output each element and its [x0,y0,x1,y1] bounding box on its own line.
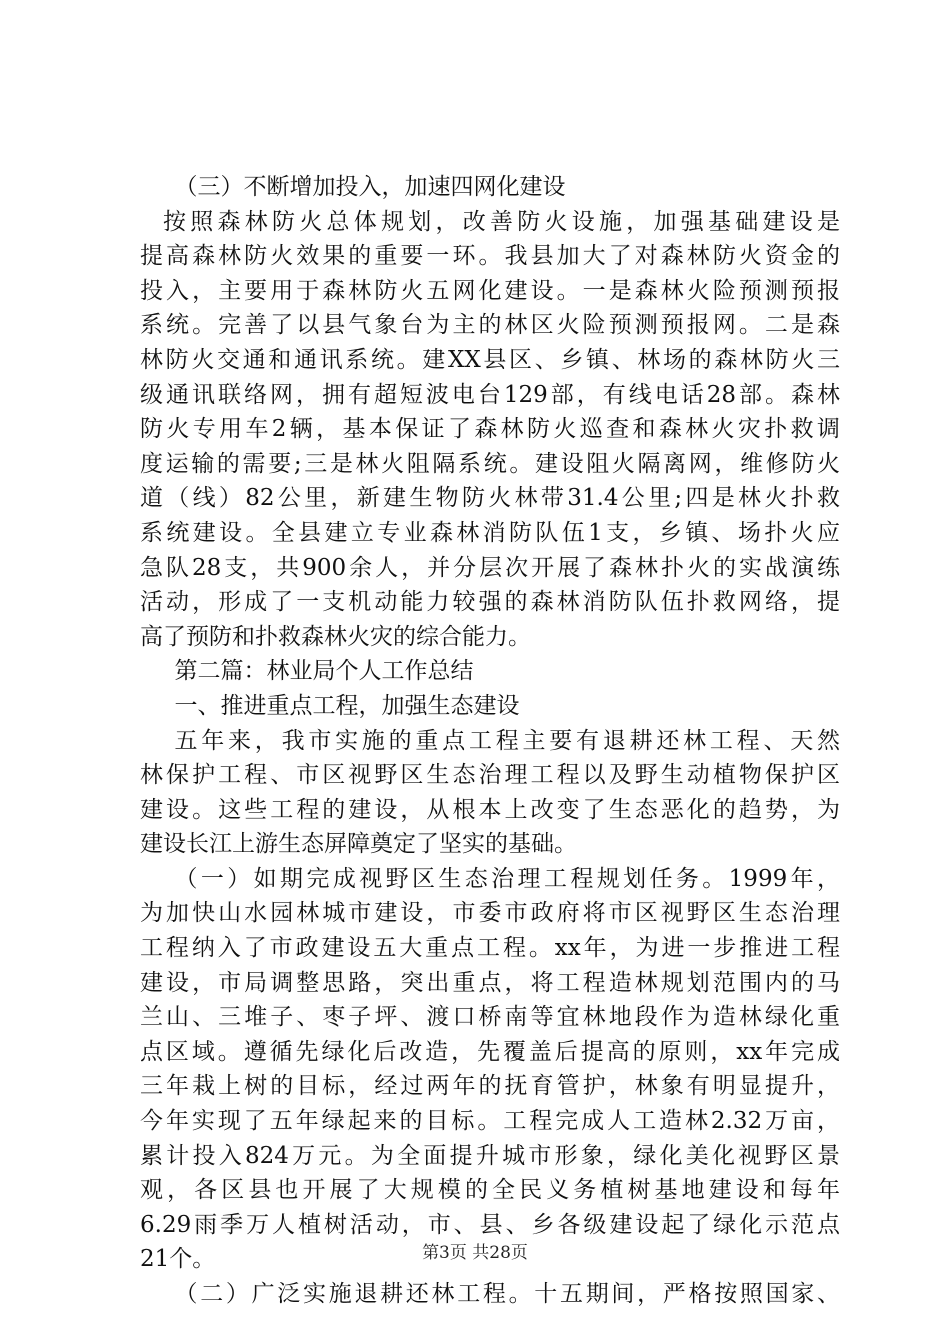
text-line: 今年实现了五年绿起来的目标。工程完成人工造林2.32万亩， [140,1108,840,1135]
text-line: 度运输的需要;三是林火阻隔系统。建设阻火隔离网，维修防火 [140,450,840,477]
text-line: 活动，形成了一支机动能力较强的森林消防队伍扑救网络，提 [140,589,840,616]
text-line: 急队28支，共900余人，并分层次开展了森林扑火的实战演练 [140,554,840,581]
document-body [140,170,840,1312]
text-line: 建设，市局调整思路，突出重点，将工程造林规划范围内的马 [140,969,840,996]
text-line: 投入，主要用于森林防火五网化建设。一是森林火险预测预报 [140,277,840,304]
text-line: 五年来，我市实施的重点工程主要有退耕还林工程、天然 [174,727,840,754]
text-line: 提高森林防火效果的重要一环。我县加大了对森林防火资金的 [140,243,840,270]
text-line: 高了预防和扑救森林火灾的综合能力。 [140,623,531,650]
text-line: 兰山、三堆子、枣子坪、渡口桥南等宜林地段作为造林绿化重 [140,1004,840,1031]
text-line: 三年栽上树的目标，经过两年的抚育管护，林象有明显提升， [140,1073,840,1100]
text-line: 6.29雨季万人植树活动，市、县、乡各级建设起了绿化示范点 [140,1211,840,1238]
text-line: 道（线）82公里，新建生物防火林带31.4公里;四是林火扑救 [140,485,840,512]
text-line: 系统。完善了以县气象台为主的林区火险预测预报网。二是森 [140,312,840,339]
text-line: 建设长江上游生态屏障奠定了坚实的基础。 [140,831,577,858]
text-line: 建设。这些工程的建设，从根本上改变了生态恶化的趋势，为 [140,796,840,823]
text-line: 21个。 [140,1246,216,1273]
text-line: （二）广泛实施退耕还林工程。十五期间，严格按照国家、 [174,1281,840,1307]
text-line: （一）如期完成视野区生态治理工程规划任务。1999年， [174,865,840,892]
text-line: （三）不断增加投入，加速四网化建设 [174,174,566,200]
text-line: 点区域。遵循先绿化后改造，先覆盖后提高的原则，xx年完成 [140,1038,840,1065]
text-line: 观，各区县也开展了大规模的全民义务植树基地建设和每年 [140,1177,840,1204]
page-footer: 第3页 共28页 [422,1243,528,1263]
text-line: 第二篇：林业局个人工作总结 [174,658,474,685]
text-line: 级通讯联络网，拥有超短波电台129部，有线电话28部。森林 [140,381,840,408]
text-line: 工程纳入了市政建设五大重点工程。xx年，为进一步推进工程 [140,935,840,962]
text-line: 为加快山水园林城市建设，市委市政府将市区视野区生态治理 [140,900,840,927]
text-line: 累计投入824万元。为全面提升城市形象，绿化美化视野区景 [140,1142,840,1169]
text-line: 林保护工程、市区视野区生态治理工程以及野生动植物保护区 [140,762,840,789]
text-line: 林防火交通和通讯系统。建XX县区、乡镇、林场的森林防火三 [140,346,840,373]
text-line: 防火专用车2辆，基本保证了森林防火巡查和森林火灾扑救调 [140,416,840,443]
text-line: 一、推进重点工程，加强生态建设 [174,692,520,719]
text-line: 按照森林防火总体规划，改善防火设施，加强基础建设是 [163,208,840,235]
text-line: 系统建设。全县建立专业森林消防队伍1支，乡镇、场扑火应 [140,519,840,546]
